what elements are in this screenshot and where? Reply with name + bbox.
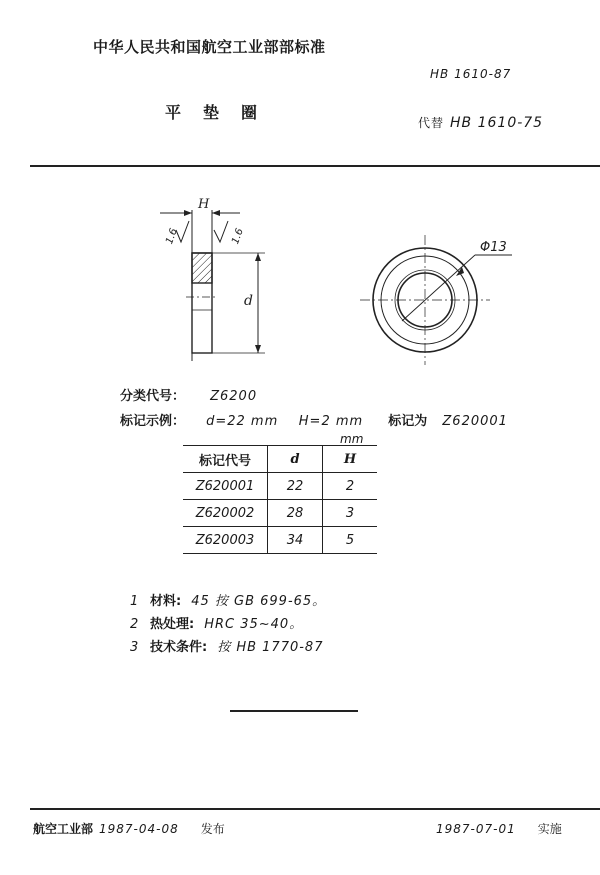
header-rule	[30, 165, 600, 167]
note-3	[130, 636, 323, 655]
replaces-line	[418, 114, 543, 131]
note-label: 材料:	[150, 594, 182, 609]
title-char: 平	[165, 103, 182, 122]
note-label: 热处理:	[150, 617, 195, 632]
footer-issue	[33, 820, 225, 837]
roughness-left: 1.6	[164, 227, 180, 246]
washer-drawing	[140, 185, 540, 385]
note-number: 3	[130, 640, 139, 655]
marking-example-label: 标记示例：	[120, 414, 186, 429]
footer-effective-date: 1987-07-01	[436, 822, 516, 836]
note-value: HRC 35~40。	[204, 617, 304, 632]
header-code: 标记代号	[183, 446, 268, 473]
cell-d: 28	[268, 500, 323, 527]
marking-suffix-value: Z620001	[442, 414, 508, 429]
cell-d: 22	[268, 473, 323, 500]
note-value: 按 HB 1770-87	[217, 640, 324, 655]
note-value: 45 按 GB 699-65。	[191, 594, 327, 609]
organization-title: 中华人民共和国航空工业部部标准	[93, 38, 326, 56]
dim-h-label: H	[198, 197, 210, 212]
footer-issuer: 航空工业部	[33, 822, 94, 836]
note-1	[130, 590, 326, 609]
cell-code: Z620002	[183, 500, 268, 527]
marking-example-line	[120, 410, 508, 429]
replaces-label: 代替	[418, 116, 445, 130]
end-rule	[230, 710, 358, 712]
note-label: 技术条件:	[150, 640, 208, 655]
classification-label: 分类代号：	[120, 389, 186, 404]
table-unit: mm	[340, 432, 364, 446]
marking-example-value: d=22 mm H=2 mm	[206, 414, 364, 429]
dim-outer-label: Φ13	[480, 240, 507, 255]
header-d: d	[268, 446, 323, 473]
cell-code: Z620001	[183, 473, 268, 500]
header-h: H	[323, 446, 378, 473]
note-number: 2	[130, 617, 139, 632]
footer-issue-date: 1987-04-08	[99, 822, 179, 836]
note-2	[130, 613, 303, 632]
cell-h: 2	[323, 473, 378, 500]
cell-h: 5	[323, 527, 378, 554]
table-row	[183, 473, 377, 500]
footer-rule	[30, 808, 600, 810]
title-char: 圈	[241, 103, 258, 122]
table-header-row	[183, 446, 377, 473]
replaces-value: HB 1610-75	[450, 115, 544, 131]
table-row	[183, 500, 377, 527]
footer-issue-label: 发布	[200, 822, 225, 836]
marking-suffix-label: 标记为	[388, 414, 428, 429]
classification-value: Z6200	[210, 389, 258, 404]
roughness-right: 1.6	[230, 227, 246, 246]
cell-d: 34	[268, 527, 323, 554]
dim-d-label: d	[244, 293, 253, 309]
cell-h: 3	[323, 500, 378, 527]
cell-code: Z620003	[183, 527, 268, 554]
footer-effective	[436, 820, 562, 837]
classification-line	[120, 385, 257, 404]
table-row	[183, 527, 377, 554]
note-number: 1	[130, 594, 139, 609]
title-char: 垫	[203, 103, 220, 122]
spec-table	[183, 445, 377, 554]
standard-number: HB 1610-87	[430, 67, 512, 81]
footer-effective-label: 实施	[537, 822, 562, 836]
document-title	[165, 100, 279, 123]
